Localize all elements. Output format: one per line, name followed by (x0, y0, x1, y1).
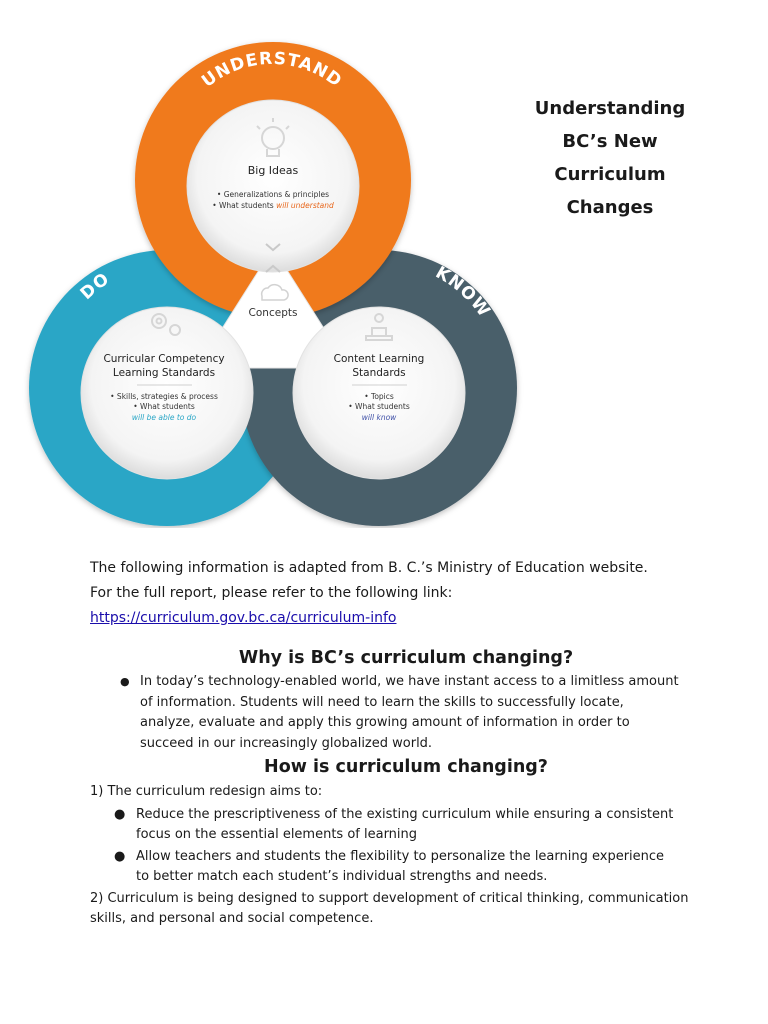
content-title-line2: Standards (352, 367, 406, 379)
know-label: KNOW (431, 262, 495, 322)
content-bullet-1: • Topics (364, 392, 394, 401)
how-point-1: 1) The curriculum redesign aims to: (90, 784, 323, 799)
curricular-title-line1: Curricular Competency (103, 353, 225, 365)
bullet-icon: ● (114, 806, 126, 822)
big-ideas-bullet-2: • What students will understand (212, 201, 334, 210)
bullet-icon: ● (120, 675, 130, 688)
content-title-line1: Content Learning (333, 353, 425, 365)
side-title-line3: Curriculum (554, 164, 666, 185)
side-title-line1: Understanding (534, 98, 686, 119)
how-point-2: 2) Curriculum is being designed to support development of critical thinking, communication skills, and personal and social competence. (90, 890, 689, 926)
content-bullet-3: will know (361, 413, 397, 422)
side-title-line4: Changes (566, 197, 654, 218)
intro-line1: The following information is adapted from B. C.’s Ministry of Education website. (90, 560, 648, 576)
side-title-line2: BC’s New (562, 131, 658, 152)
intro-line2: For the full report, please refer to the following link: (90, 585, 453, 601)
list-item: ● Allow teachers and students the flexibility to personalize the learning experience to better match each student’s individual strengths and needs. (114, 848, 665, 884)
curriculum-venn-diagram (22, 38, 532, 528)
bullet-icon: ● (114, 848, 126, 864)
curricular-bullet-1: • Skills, strategies & process (110, 392, 218, 401)
understand-label: UNDERSTAND (198, 48, 346, 92)
how-list (114, 805, 676, 888)
how-heading: How is curriculum changing? (264, 757, 548, 777)
curricular-title-line2: Learning Standards (112, 367, 216, 379)
big-ideas-bullet-1: • Generalizations & principles (216, 190, 330, 199)
big-ideas-title: Big Ideas (247, 164, 299, 177)
curriculum-link[interactable]: https://curriculum.gov.bc.ca/curriculum-info (90, 610, 397, 626)
why-heading: Why is BC’s curriculum changing? (238, 648, 574, 668)
do-label: DO (76, 268, 114, 304)
why-list (120, 672, 680, 754)
intro-paragraph (90, 556, 710, 631)
concepts-label: Concepts (248, 307, 298, 319)
list-item: ● In today’s technology-enabled world, we have instant access to a limitless amount of information. Students will need to learn the skills to successfully locate, analyze, evaluate and apply this growing amount of information in order to succeed in our increasingly globalized world. (120, 674, 679, 751)
side-title (530, 92, 690, 224)
list-item: ● Reduce the prescriptiveness of the existing curriculum while ensuring a consistent focus on the essential elements of learning (114, 806, 674, 842)
curricular-bullet-3: will be able to do (131, 413, 197, 422)
content-bullet-2: • What students (348, 402, 410, 411)
big-ideas-circle (187, 100, 359, 272)
curricular-bullet-2: • What students (133, 402, 195, 411)
how-block (90, 782, 710, 930)
